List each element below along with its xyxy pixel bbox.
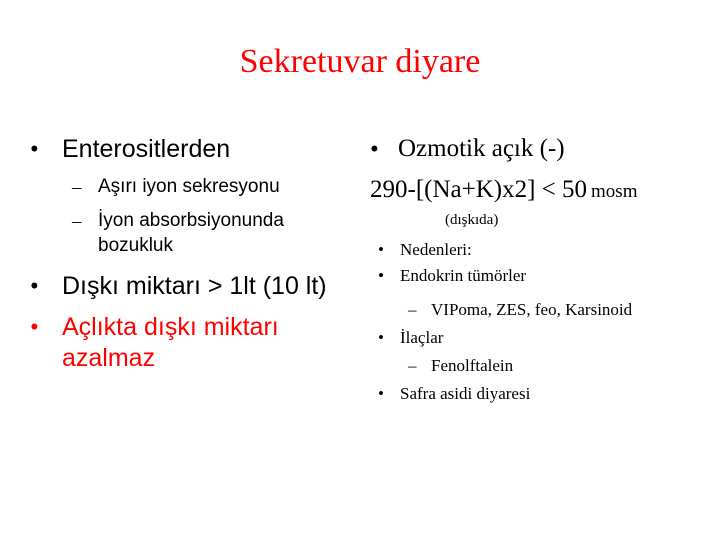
left-bullet-diski-miktari: Dışkı miktarı > 1lt (10 lt) xyxy=(62,272,327,300)
right-bullet-endokrin: Endokrin tümörler xyxy=(400,266,527,285)
formula-unit: mosm xyxy=(591,181,638,202)
dash-icon: – xyxy=(72,211,82,232)
dash-icon: – xyxy=(72,177,82,198)
formula-main: 290-[(Na+K)x2] < 50 xyxy=(370,176,588,203)
bullet-icon: • xyxy=(30,136,39,163)
right-sub-fenolftalein: Fenolftalein xyxy=(431,356,514,375)
left-bullet-azalmaz: azalmaz xyxy=(62,344,156,372)
left-bullet-aclikta: Açlıkta dışkı miktarı xyxy=(62,313,279,341)
dash-icon: – xyxy=(408,300,417,319)
left-sub-asiri-iyon: Aşırı iyon sekresyonu xyxy=(98,176,280,197)
bullet-icon: • xyxy=(378,328,384,347)
bullet-icon: • xyxy=(378,384,384,403)
bullet-icon: • xyxy=(370,136,379,163)
right-sub-vipoma: VIPoma, ZES, feo, Karsinoid xyxy=(431,300,633,319)
bullet-icon: • xyxy=(30,273,39,300)
formula-line xyxy=(370,175,637,205)
formula-note: (dışkıda) xyxy=(445,212,499,228)
right-bullet-nedenleri: Nedenleri: xyxy=(400,240,472,259)
left-bullet-enterositlerden: Enterositlerden xyxy=(62,135,231,163)
right-bullet-ilaclar: İlaçlar xyxy=(400,328,444,347)
bullet-icon: • xyxy=(378,240,384,259)
slide-title: Sekretuvar diyare xyxy=(239,43,481,80)
right-bullet-safra: Safra asidi diyaresi xyxy=(400,384,531,403)
left-sub-iyon-absorbsiyon: İyon absorbsiyonunda xyxy=(98,210,284,231)
left-sub-bozukluk: bozukluk xyxy=(98,235,173,256)
right-bullet-ozmotik: Ozmotik açık (-) xyxy=(398,135,565,162)
dash-icon: – xyxy=(408,356,417,375)
bullet-icon: • xyxy=(378,266,384,285)
bullet-icon: • xyxy=(30,314,39,341)
